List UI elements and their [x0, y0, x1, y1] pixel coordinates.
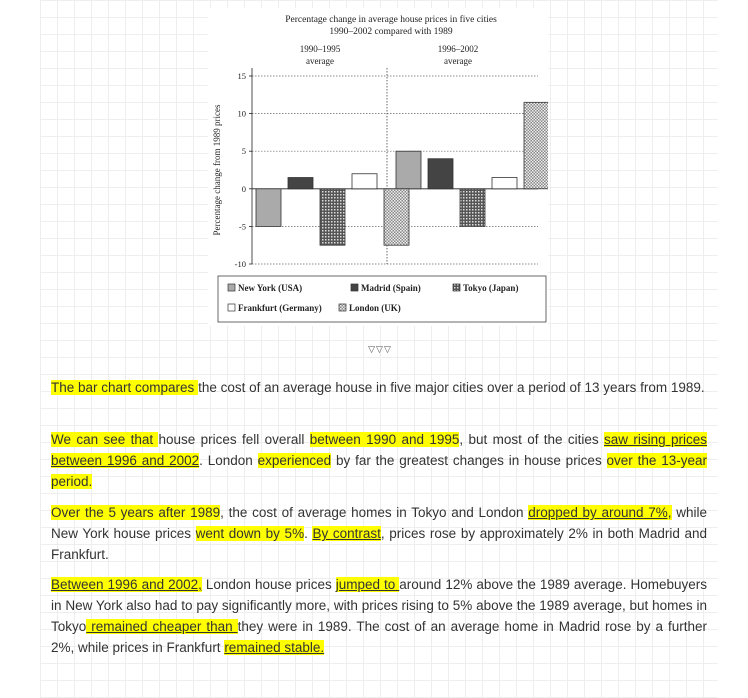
- highlighted-phrase: dropped by around 7%,: [528, 505, 672, 520]
- y-tick-label: -5: [238, 221, 246, 232]
- bar: [352, 174, 377, 189]
- y-tick-label: -10: [234, 259, 246, 269]
- highlighted-phrase: remained stable.: [224, 640, 325, 655]
- bar-chart: [208, 8, 548, 326]
- y-tick-label: 10: [237, 108, 246, 119]
- highlighted-phrase: remained cheaper than: [86, 619, 238, 634]
- paragraph-text: house prices fell overall: [158, 432, 310, 447]
- legend-label: Madrid (Spain): [361, 283, 421, 293]
- essay-paragraph: [51, 429, 707, 492]
- bar: [396, 151, 421, 189]
- group-label-sub: average: [306, 56, 334, 66]
- highlighted-phrase: experienced: [257, 453, 332, 468]
- highlighted-phrase: went down by 5%: [195, 526, 305, 541]
- paragraph-text: . London: [199, 453, 258, 468]
- paragraph-text: .: [304, 526, 313, 541]
- legend-label: New York (USA): [238, 283, 303, 293]
- paragraph-text: , prices rose by approximately 2% in both Madrid and Frankfurt.: [51, 526, 707, 562]
- legend-label: Frankfurt (Germany): [238, 303, 322, 313]
- legend-swatch: [339, 304, 346, 311]
- paragraph-text: by far the greatest changes in house prices: [331, 453, 607, 468]
- essay-paragraph: [51, 377, 707, 398]
- y-tick-label: 15: [237, 71, 246, 81]
- highlighted-phrase: Over the 5 years after 1989: [51, 505, 221, 520]
- bar: [492, 178, 517, 189]
- paragraph-text: around 12% above the 1989 average. Homebuyers in New York also had to pay significantly more, with prices rising to 5% above the 1989 average, but homes in Tokyo: [51, 577, 707, 634]
- chart-subtitle: 1990–2002 compared with 1989: [329, 27, 453, 37]
- highlighted-phrase: The bar chart compares: [51, 380, 199, 395]
- essay-paragraph: [51, 574, 707, 658]
- highlighted-phrase: We can see that: [51, 432, 159, 447]
- paragraph-text: the cost of an average house in five major cities over a period of 13 years from 1989.: [198, 380, 705, 395]
- bar: [256, 189, 281, 227]
- highlighted-phrase: jumped to: [335, 577, 400, 592]
- legend-swatch: [453, 284, 460, 291]
- expand-toggle-icon[interactable]: ▽▽▽: [368, 344, 392, 354]
- highlighted-phrase: over the 13-year period.: [51, 453, 707, 489]
- highlighted-phrase: Between 1996 and 2002,: [51, 577, 202, 592]
- bar: [428, 159, 453, 189]
- bar: [384, 189, 409, 245]
- highlighted-phrase: between 1990 and 1995: [309, 432, 460, 447]
- highlighted-phrase: saw rising prices between 1996 and 2002: [51, 432, 708, 468]
- bar: [524, 102, 548, 188]
- legend-swatch: [351, 284, 358, 291]
- bar: [288, 178, 313, 189]
- highlighted-phrase: By contrast: [312, 526, 381, 541]
- essay-paragraph: [51, 502, 707, 565]
- legend-swatch: [228, 304, 235, 311]
- y-tick-label: 5: [241, 146, 246, 157]
- y-axis-label: Percentage change from 1989 prices: [212, 104, 222, 236]
- paragraph-text: while New York house prices: [51, 505, 708, 541]
- chart-title: Percentage change in average house prices in five cities: [285, 15, 497, 25]
- paragraph-text: they were in 1989. The cost of an average home in Madrid rose by a further 2%, while prices in Frankfurt: [51, 619, 707, 655]
- group-label: 1990–1995: [299, 44, 341, 54]
- paragraph-text: London house prices: [201, 577, 336, 592]
- chart-figure: [208, 8, 548, 326]
- legend-label: London (UK): [349, 303, 401, 313]
- paragraph-text: , the cost of average homes in Tokyo and London: [220, 505, 529, 520]
- bar: [320, 189, 345, 245]
- paragraph-text: , but most of the cities: [459, 432, 605, 447]
- y-tick-label: 0: [241, 183, 246, 194]
- group-label-sub: average: [444, 56, 472, 66]
- legend-swatch: [228, 284, 235, 291]
- bar: [460, 189, 485, 227]
- group-label: 1996–2002: [437, 44, 479, 54]
- legend-label: Tokyo (Japan): [463, 283, 519, 293]
